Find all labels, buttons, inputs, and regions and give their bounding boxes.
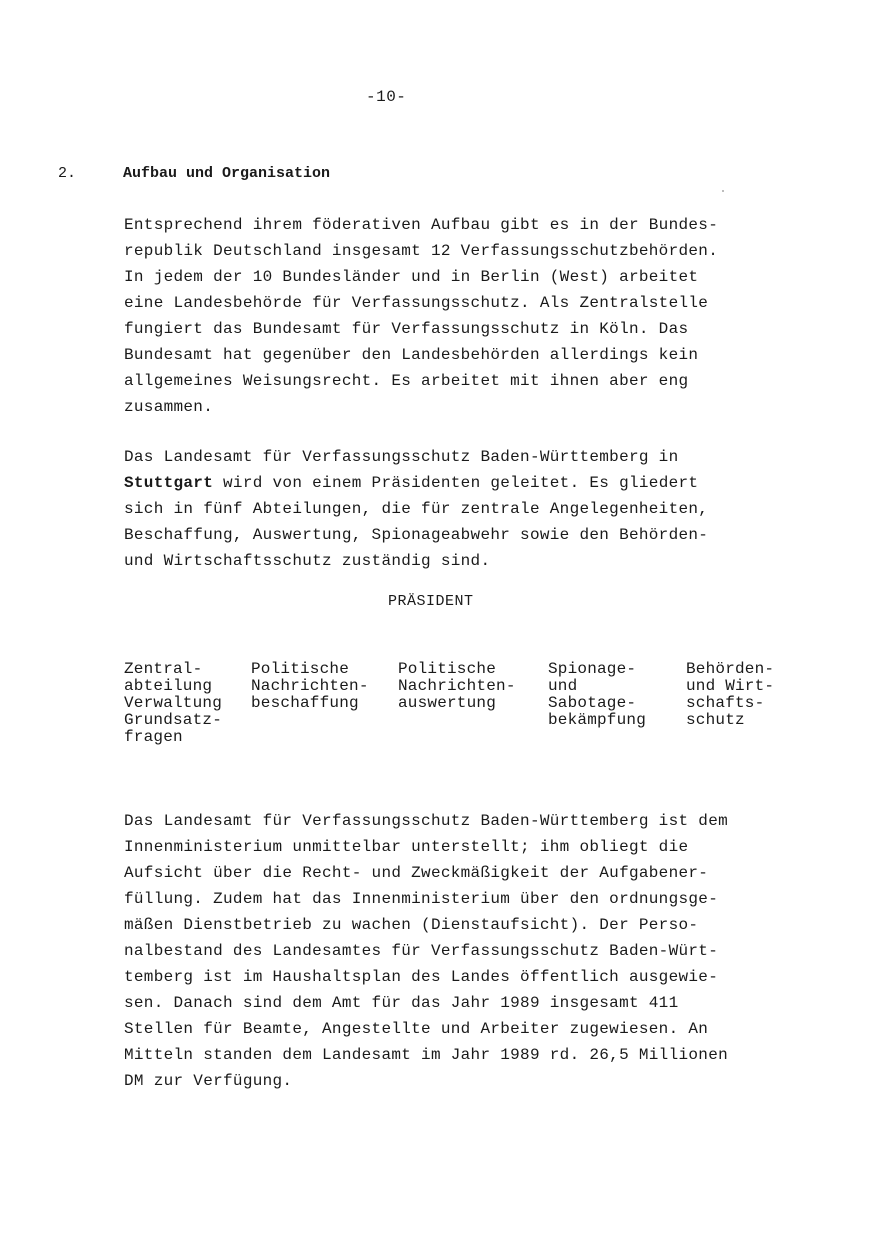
section-number: 2. xyxy=(58,165,77,182)
department-line: Politische xyxy=(251,660,350,678)
text-line: Entsprechend ihrem föderativen Aufbau gibt es in der Bundes- xyxy=(124,216,719,234)
department-line: Spionage- xyxy=(548,660,637,678)
department-line: beschaffung xyxy=(251,694,359,712)
org-chart-head: PRÄSIDENT xyxy=(388,593,474,610)
department-line: abteilung xyxy=(124,677,213,695)
text-line: DM zur Verfügung. xyxy=(124,1072,293,1090)
text-line: allgemeines Weisungsrecht. Es arbeitet mit ihnen aber eng xyxy=(124,372,689,390)
department-line: Behörden- xyxy=(686,660,775,678)
department-line: bekämpfung xyxy=(548,711,647,729)
text-line: füllung. Zudem hat das Innenministerium über den ordnungsge- xyxy=(124,890,719,908)
department-line: auswertung xyxy=(398,694,497,712)
department-line: und Wirt- xyxy=(686,677,775,695)
department-line: schutz xyxy=(686,711,745,729)
text-line: In jedem der 10 Bundesländer und in Berlin (West) arbeitet xyxy=(124,268,699,286)
org-department xyxy=(686,661,774,729)
department-line: schafts- xyxy=(686,694,765,712)
text-line: Innenministerium unmittelbar unterstellt; ihm obliegt die xyxy=(124,838,689,856)
emphasized-city: Stuttgart xyxy=(124,474,214,492)
text-line: temberg ist im Haushaltsplan des Landes öffentlich ausgewie- xyxy=(124,968,719,986)
paragraph-federal-structure xyxy=(124,212,784,420)
department-line: und xyxy=(548,677,578,695)
department-line: Nachrichten- xyxy=(398,677,516,695)
text-line xyxy=(124,470,784,496)
text-line: Das Landesamt für Verfassungsschutz Baden-Württemberg in xyxy=(124,448,679,466)
paragraph-supervision-budget xyxy=(124,808,784,1094)
department-line: Nachrichten- xyxy=(251,677,369,695)
org-department xyxy=(548,661,646,729)
text-line: fungiert das Bundesamt für Verfassungsschutz in Köln. Das xyxy=(124,320,689,338)
text-line: Beschaffung, Auswertung, Spionageabwehr sowie den Behörden- xyxy=(124,526,709,544)
text-line: eine Landesbehörde für Verfassungsschutz. Als Zentralstelle xyxy=(124,294,709,312)
text-line: mäßen Dienstbetrieb zu wachen (Dienstaufsicht). Der Perso- xyxy=(124,916,699,934)
text-line: sen. Danach sind dem Amt für das Jahr 1989 insgesamt 411 xyxy=(124,994,679,1012)
text-line: zusammen. xyxy=(124,398,214,416)
page-number: -10- xyxy=(366,88,407,106)
text-line: und Wirtschaftsschutz zuständig sind. xyxy=(124,552,491,570)
department-line: Politische xyxy=(398,660,497,678)
text-line: republik Deutschland insgesamt 12 Verfassungsschutzbehörden. xyxy=(124,242,719,260)
paragraph-state-office xyxy=(124,444,784,574)
department-line: Zentral- xyxy=(124,660,203,678)
text-line: nalbestand des Landesamtes für Verfassungsschutz Baden-Würt- xyxy=(124,942,719,960)
text-line: Stellen für Beamte, Angestellte und Arbeiter zugewiesen. An xyxy=(124,1020,709,1038)
text-line: sich in fünf Abteilungen, die für zentrale Angelegenheiten, xyxy=(124,500,709,518)
text-line: Mitteln standen dem Landesamt im Jahr 1989 rd. 26,5 Millionen xyxy=(124,1046,728,1064)
org-department xyxy=(398,661,516,712)
section-title: Aufbau und Organisation xyxy=(123,165,331,182)
text-line: Aufsicht über die Recht- und Zweckmäßigkeit der Aufgabener- xyxy=(124,864,709,882)
department-line: Verwaltung xyxy=(124,694,223,712)
department-line: Sabotage- xyxy=(548,694,637,712)
org-department xyxy=(124,661,222,746)
text-line: Bundesamt hat gegenüber den Landesbehörden allerdings kein xyxy=(124,346,699,364)
text-fragment: wird von einem Präsidenten geleitet. Es gliedert xyxy=(213,474,699,492)
scan-speck xyxy=(722,190,724,192)
text-line: Das Landesamt für Verfassungsschutz Baden-Württemberg ist dem xyxy=(124,812,728,830)
org-department xyxy=(251,661,369,712)
department-line: fragen xyxy=(124,728,183,746)
department-line: Grundsatz- xyxy=(124,711,223,729)
